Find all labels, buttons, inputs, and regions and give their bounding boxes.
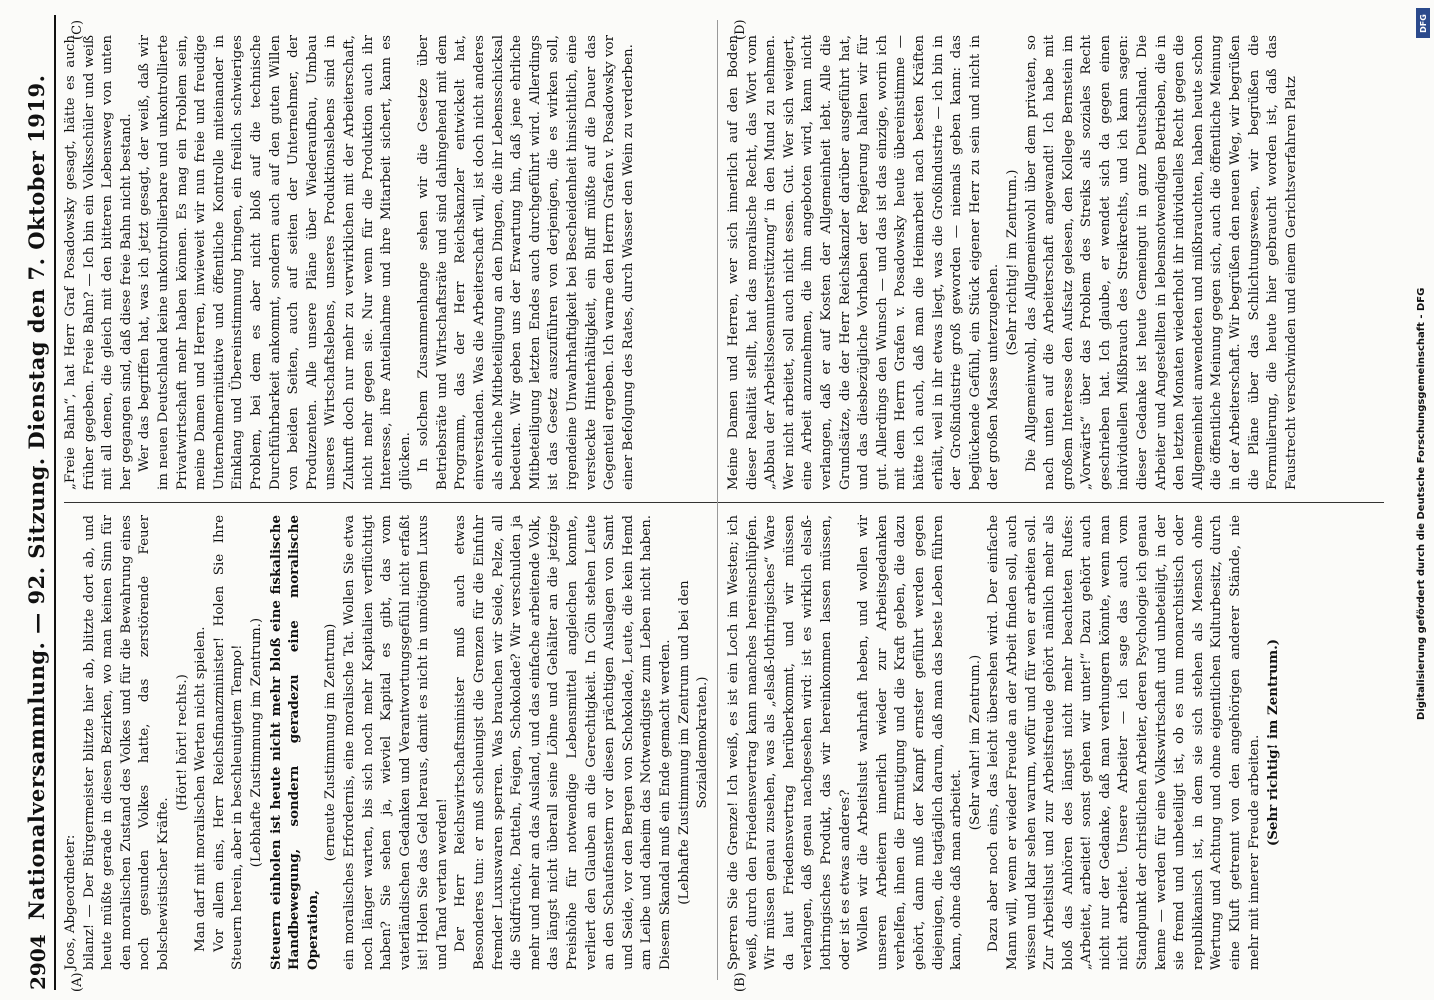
text-column-3	[725, 515, 1375, 970]
credit-text: Digitalisierung gefördert durch die Deutsche Forschungsgemeinschaft - DFG	[1416, 287, 1427, 720]
spread-divider	[717, 20, 718, 980]
paragraph: Meine Damen und Herren, wer sich innerlich auf den Boden dieser Realität stellt, hat das moralische Recht, das Wort vom „Abbau der Arbeitslosenunterstützung“ in den Mund zu nehmen. Wer nicht arbeitet, soll auch nicht essen. Gut. Wer sich weigert, eine Arbeit anzunehmen, die ihm angeboten wird, kann nicht verlangen, daß er auf Kosten der Allgemeinheit lebt. Alle die Grundsätze, die der Herr Reichskanzler darüber ausgeführt hat, und das diesbezügliche Vorhaben der Regierung halten wir für gut. Allerdings den Wunsch — und das ist das einzige, worin ich mit dem Herrn Grafen v. Posadowsky heute übereinstimme — hätte ich auch, daß man die Heimarbeit nach besten Kräften erhält, weil in ihr etwas liegt, was die Großindustrie — ich bin in der Großindustrie groß geworden — niemals geben kann: das beglückende Gefühl, ein Stück eigener Herr zu sein und nicht in der großen Masse unterzugehen.	[726, 35, 1002, 490]
paragraph: Wollen wir die Arbeitslust wahrhaft heben, und wollen wir unseren Arbeitern innerlich wieder zur Arbeitsgedanken verhelfen, ihnen die Ermutigung und die Kraft geben, die dazu gehört, dann muß der Kampf ernster geführt werden gegen diejenigen, die tagtäglich darum, daß man das beste Leben führen kann, ohne daß man arbeitet.	[856, 515, 965, 970]
interjection: (Sehr richtig! im Zentrum.)	[1004, 169, 1020, 356]
paragraph: ein moralisches Erfordernis, eine moralische Tat. Wollen Sie etwa noch länger warten, bis sich noch mehr Kapitalien verflüchtigt haben? Sie sehen ja, wieviel Kapital es gibt, das vom vaterländischen Gedanken und Verantwortungsgefühl nicht erfaßt ist! Holen Sie das Geld heraus, damit es nicht in unnötigem Luxus und Tand vertan werden!	[341, 515, 450, 970]
paragraph: Steuern einholen ist heute nicht mehr bloß eine fiskalische Handbewegung, sondern geradezu eine moralische Operation,	[267, 515, 321, 970]
paragraph: Sperren Sie die Grenze! Ich weiß, es ist ein Loch im Westen; ich weiß, durch den Friedensvertrag kann manches hereinschlüpfen. Wir müssen genau zusehen, was als „elsaß-lothringisches“ Ware da laut Friedensvertrag herüberkommt, und wir müssen verlangen, daß genau nachgesehen wird: ist es wirklich elsaß-lothringisches Produkt, das wir hereinkommen lassen müssen, oder ist es etwas anderes?	[726, 515, 853, 970]
paragraph: „Freie Bahn“, hat Herr Graf Posadowsky gesagt, hätte es auch früher gegeben. Freie Bahn? — Ich bin ein Volksschüler und weiß mit all denen, die gleich mit den bitteren Lebensweg von unten her gegangen sind, daß diese freie Bahn nicht bestand.	[63, 35, 134, 490]
margin-mark-d: (D)	[733, 19, 748, 40]
text-column-2	[62, 35, 712, 490]
interjection: (Lebhafte Zustimmung im Zentrum und bei den Sozialdemokraten.)	[676, 580, 711, 905]
paragraph: Vor allem eins, Herr Reichsfinanzminister! Holen Sie Ihre Steuern herein, aber in beschleunigtem Tempo!	[211, 515, 246, 970]
digitization-credit	[1414, 20, 1430, 980]
paragraph: Die Allgemeinwohl, das Allgemeinwohl über dem privaten, so nach unten auf die Arbeiterschaft angewandt! Ich habe mit großem Interesse den Aufsatz gelesen, den Kollege Bernstein im „Vorwärts“ über das Problem des Streiks als soziales Recht geschrieben hat. Ich glaube, er wendet sich da gegen einen individuellen Mißbrauch des Streikrechts, und ich kann sagen: dieser Gedanke ist heute Gemeingut in ganz Deutschland. Die Arbeiter und Angestellten in lebensnotwendigen Betrieben, die in den letzten Monaten wiederholt ihr individuelles Recht gegen die Allgemeinheit anwendeten und mißbrauchten, haben heute schon die öffentliche Meinung gegen sich, auch die öffentliche Meinung in der Arbeiterschaft. Wir begrüßen den neuen Weg, wir begrüßen die Pläne über das Schlichtungswesen, wir begrüßen die Formulierung, die heute hier gebraucht worden ist, daß das Faustrecht verschwinden und einem Gerichtsverfahren Platz	[1023, 35, 1299, 490]
margin-mark-b: (B)	[733, 972, 748, 992]
page-title: Nationalversammlung. — 92. Sitzung. Dienstag den 7. Oktober 1919.	[24, 74, 49, 920]
text-column-1	[62, 515, 712, 970]
column-divider	[64, 502, 1384, 503]
paragraph: Man darf mit moralischen Werten nicht spielen.	[193, 626, 209, 952]
paragraph: In solchem Zusammenhange sehen wir die Gesetze über Betriebsräte und Wirtschaftsräte und sind dahingehend mit dem Programm, das der Herr Reichskanzler entwickelt hat, einverstanden. Was die Arbeiterschaft will, ist doch nicht anderes als ehrliche Mitbeteiligung an den Dingen, die ihr Lebensschicksal bedeuten. Wir geben uns der Erwartung hin, daß jene ehrliche Mitbeteiligung letzten Endes auch durchgeführt wird. Allerdings ist das Gesetz auszuführen von derjenigen, die es wirken soll, irgendeine Unwahrhaftigkeit bei Bescheidenheit hinsichtlich, eine versteckte Hinterhältigkeit, ein Bluff müßte auf die Dauer das Gegenteil ergeben. Ich warne den Herrn Grafen v. Posadowsky vor einer Befolgung des Rates, durch Wasser den Wein zu verderben.	[416, 35, 636, 490]
paragraph: Wer das begriffen hat, was ich jetzt gesagt, der weiß, daß wir im neuen Deutschland keine unkontrollierbare und unkontrollierte Privatwirtschaft mehr haben können. Es mag ein Problem sein, meine Damen und Herren, inwieweit wir nun freie und freudige Unternehmerinitiative und öffentliche Kontrolle miteinander in Einklang und Übereinstimmung bringen, ein freilich schwieriges Problem, bei dem es aber nicht bloß auf die technische Durchführbarkeit ankommt, sondern auch auf den guten Willen von beiden Seiten, auch auf seiten der Unternehmer, der Produzenten. Alle unsere Pläne über Wiederaufbau, Umbau unseres Wirtschaftslebens, unseres Produktionslebens sind in Zukunft doch nur mehr zu verwirklichen mit der Arbeiterschaft, nicht mehr gegen sie. Nur wenn für die Produktion auch ihr Interesse, ihre Anteilnahme und ihre Mitarbeit sichert, kann es glücken.	[137, 35, 413, 490]
speaker-line: Joos, Abgeordneter:	[63, 834, 78, 970]
interjection: (erneute Zustimmung im Zentrum)	[323, 623, 339, 862]
margin-mark-a: (A)	[70, 972, 85, 992]
page-number: 2904	[26, 934, 50, 990]
paragraph: Dazu aber noch eins, das leicht übersehen wird. Der einfache Mann will, wenn er wieder Freude an der Arbeit finden soll, auch wissen und klar sehen warum, wofür und für wen er arbeiten soll. Zur Arbeitslust und zur Arbeitsfreude gehört nämlich mehr als bloß das Anhören des längst nicht mehr beachteten Rufes: „Arbeitet, arbeitet! sonst gehen wir unter!“ Dazu gehört auch nicht nur der Gedanke, daß man verhungern könnte, wenn man nicht arbeitet. Unsere Arbeiter — ich sage das auch vom Standpunkt der christlichen Arbeiter, deren Psychologie ich genau kenne — werden für eine Volkswirtschaft und unbeteiligt, in der sie fremd und unbeteiligt ist, ob es nun monarchistisch oder republikanisch ist, in dem sie sich stehen als Mensch ohne Wertung und Achtung und ohne eigentlichen Kulturbesitz, durch eine Kluft getrennt von den angehörigen anderer Stände, nie mehr mit innerer Freude arbeiten.	[986, 515, 1262, 970]
interjection: (Hört! hört! rechts.)	[174, 674, 190, 811]
interjection: (Sehr richtig! im Zentrum.)	[1265, 638, 1282, 847]
page-header	[18, 15, 56, 990]
dfg-logo-text: DFG	[1418, 13, 1428, 33]
interjection: (Sehr wahr! im Zentrum.)	[967, 654, 983, 831]
interjection: (Lebhafte Zustimmung im Zentrum.)	[248, 617, 264, 868]
paragraph: Der Herr Reichswirtschaftsminister muß auch etwas Besonderes tun: er muß schleunigst die Grenzen für die Einfuhr fremder Luxuswaren sperren. Was brauchen wir Seide, Pelze, all die Südfrüchte, Datteln, Feigen, Schokolade? Wir verschulden ja mehr und mehr an das Ausland, und das einfache arbeitende Volk, das längst nicht überall seine Löhne und Gehälter an die jetzige Preishöhe für notwendige Lebensmittel angleichen konnte, verliert den Glauben an die Gerechtigkeit. In Cöln stehen Leute an den Schaufenstern vor diesen prächtigen Auslagen von Samt und Seide, vor den Bergen von Schokolade, Leute, die kein Hemd am Leibe und daheim das Notwendigste zum Leben nicht haben. Diesem Skandal muß ein Ende gemacht werden.	[453, 515, 673, 970]
paragraph: bilanz! — Der Bürgermeister blitzte hier ab, blitzte dort ab, und heute müßte gerade in diesen Bezirken, wo man keinen Sinn für den moralischen Zustand des Volkes und für die Bewahrung eines noch gesunden Volkes hatte, das zerstörende Feuer bolschewistischer Kräfte.	[81, 515, 171, 970]
margin-mark-c: (C)	[70, 19, 85, 40]
text-column-4	[725, 35, 1375, 490]
